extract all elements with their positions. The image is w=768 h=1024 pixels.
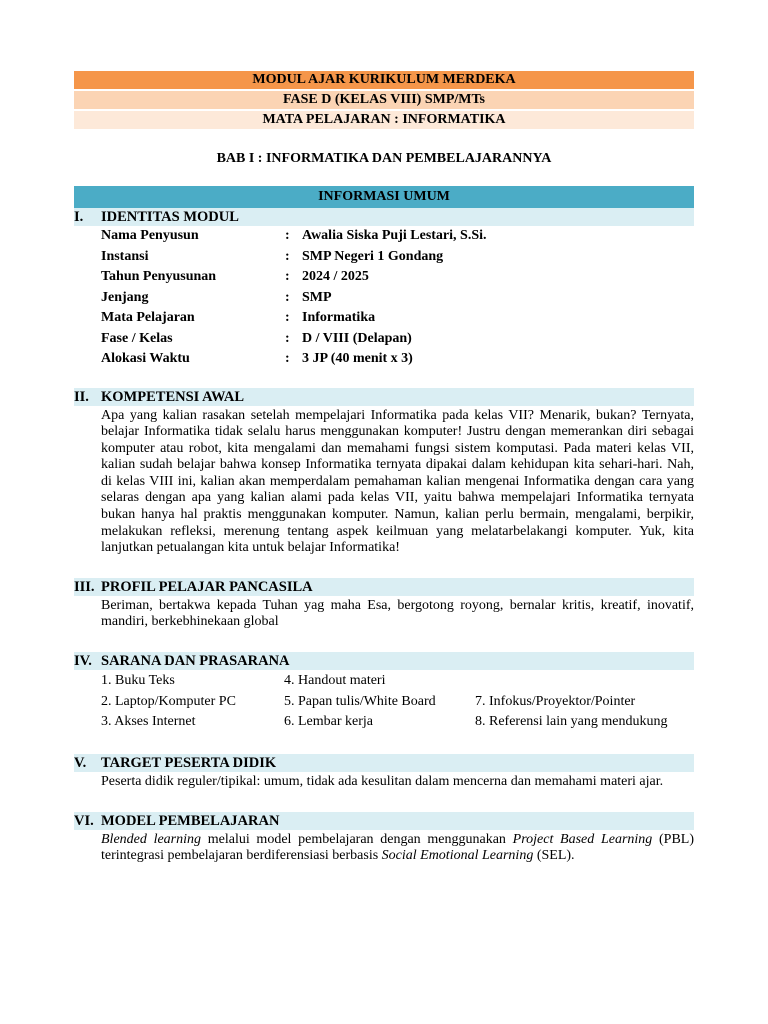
identity-value: SMP [302, 289, 332, 305]
list-item: 5. Papan tulis/White Board [284, 693, 436, 709]
model-text: (PBL) terintegrasi pembelajaran berdiferensiasi berbasis [101, 831, 695, 864]
list-item: 8. Referensi lain yang mendukung [475, 714, 668, 730]
chapter-title: BAB I : INFORMATIKA DAN PEMBELAJARANNYA [216, 151, 552, 166]
target-paragraph: Peserta didik reguler/tipikal: umum, tidak ada kesulitan dalam mencerna dan memahami materi ajar. [101, 774, 664, 790]
section-title: IDENTITAS MODUL [101, 209, 239, 225]
list-item: 2. Laptop/Komputer PC [101, 693, 236, 709]
section-number: I. [74, 209, 84, 225]
section-profil-header [74, 578, 694, 596]
identity-colon: : [285, 289, 290, 305]
list-item: 4. Handout materi [284, 673, 386, 689]
list-item: 3. Akses Internet [101, 714, 196, 730]
identitas-table [74, 226, 694, 370]
identity-row [101, 288, 694, 309]
document-content [74, 71, 694, 865]
identity-value: 3 JP (40 menit x 3) [302, 351, 413, 366]
section-model-header [74, 812, 694, 830]
identity-colon: : [285, 248, 290, 264]
identity-colon: : [285, 310, 290, 325]
section-number: II. [74, 388, 89, 405]
identity-row [101, 329, 694, 350]
identity-label: Fase / Kelas [101, 330, 173, 346]
module-title-bar: MODUL AJAR KURIKULUM MERDEKA [74, 71, 694, 89]
identity-row [101, 247, 694, 268]
section-title: PROFIL PELAJAR PANCASILA [101, 578, 313, 595]
profil-body [74, 598, 694, 631]
kompetensi-paragraph: Apa yang kalian rasakan setelah mempelajari Informatika pada kelas VII? Menarik, bukan? Ternyata, belajar Informatika tidak selalu harus menggunakan komputer! Justru dengan memerankan diri sebagai komputer atau robot, kita mengalami dan memahami fungsi sistem komputasi. Pada materi kelas VII, kalian sudah belajar bahwa konsep Informatika ternyata dipakai dalam kehidupan kita sehari-hari. Nah, di kelas VIII ini, kalian akan memperdalam pemahaman kalian mengenai Informatika dengan cara yang selaras dengan apa yang kalian alami pada kelas VII, yaitu bahwa mempelajari Informatika ternyata bukan hanya hal praktis menggunakan komputer. Namun, kalian perlu bermain, mengalami, berpikir, melakukan refleksi, merenung tentang aspek keilmuan yang melatarbelakangi komputer. Yuk, kita lanjutkan petualangan kita untuk belajar Informatika! [101, 407, 694, 556]
target-body [74, 774, 694, 791]
info-umum-header: INFORMASI UMUM [74, 186, 694, 208]
section-number: IV. [74, 653, 92, 670]
identity-colon: : [285, 330, 290, 346]
model-body [74, 832, 694, 865]
list-item: 7. Infokus/Proyektor/Pointer [475, 693, 636, 709]
identity-label: Jenjang [101, 289, 149, 305]
phase-class-bar: FASE D (KELAS VIII) SMP/MTs [74, 91, 694, 109]
section-title: KOMPETENSI AWAL [101, 388, 245, 405]
sarana-body [74, 671, 694, 733]
model-text: (SEL). [533, 848, 575, 864]
list-item: 6. Lembar kerja [284, 714, 374, 730]
identity-label: Alokasi Waktu [101, 351, 190, 366]
sel-term: Social Emotional Learning [381, 848, 534, 864]
identity-value: D / VIII (Delapan) [302, 330, 412, 346]
sarana-list [101, 671, 694, 733]
section-number: V. [74, 755, 87, 772]
model-text: melalui model pembelajaran dengan menggunakan [201, 831, 513, 847]
identity-row [101, 267, 694, 288]
identity-value: Awalia Siska Puji Lestari, S.Si. [302, 228, 487, 243]
section-title: TARGET PESERTA DIDIK [101, 755, 277, 772]
subject-bar: MATA PELAJARAN : INFORMATIKA [74, 111, 694, 129]
section-target-header [74, 754, 694, 772]
section-title: MODEL PEMBELAJARAN [101, 812, 280, 829]
list-item: 1. Buku Teks [101, 673, 175, 689]
identity-label: Mata Pelajaran [101, 310, 195, 325]
blended-learning-term: Blended learning [101, 831, 202, 847]
model-paragraph [101, 832, 694, 865]
identity-label: Nama Penyusun [101, 228, 199, 243]
section-identitas-header [74, 208, 694, 226]
section-sarana-header [74, 652, 694, 670]
pbl-term: Project Based Learning [512, 831, 653, 847]
identity-value: Informatika [302, 310, 376, 325]
section-number: III. [74, 578, 95, 595]
identity-label: Tahun Penyusunan [101, 269, 217, 284]
identity-value: 2024 / 2025 [302, 269, 369, 284]
section-title: SARANA DAN PRASARANA [101, 653, 290, 670]
identity-colon: : [285, 269, 290, 284]
profil-paragraph: Beriman, bertakwa kepada Tuhan yag maha Esa, bergotong royong, bernalar kritis, kreatif, inovatif, mandiri, berkebhinekaan global [101, 597, 694, 630]
identity-colon: : [285, 351, 290, 366]
identity-row [101, 349, 694, 370]
identity-row [101, 308, 694, 329]
identity-value: SMP Negeri 1 Gondang [302, 248, 444, 264]
section-kompetensi-header [74, 388, 694, 406]
identity-colon: : [285, 228, 290, 243]
identity-label: Instansi [101, 248, 149, 264]
section-number: VI. [74, 812, 94, 829]
kompetensi-body [74, 408, 694, 557]
identity-row [101, 226, 694, 247]
